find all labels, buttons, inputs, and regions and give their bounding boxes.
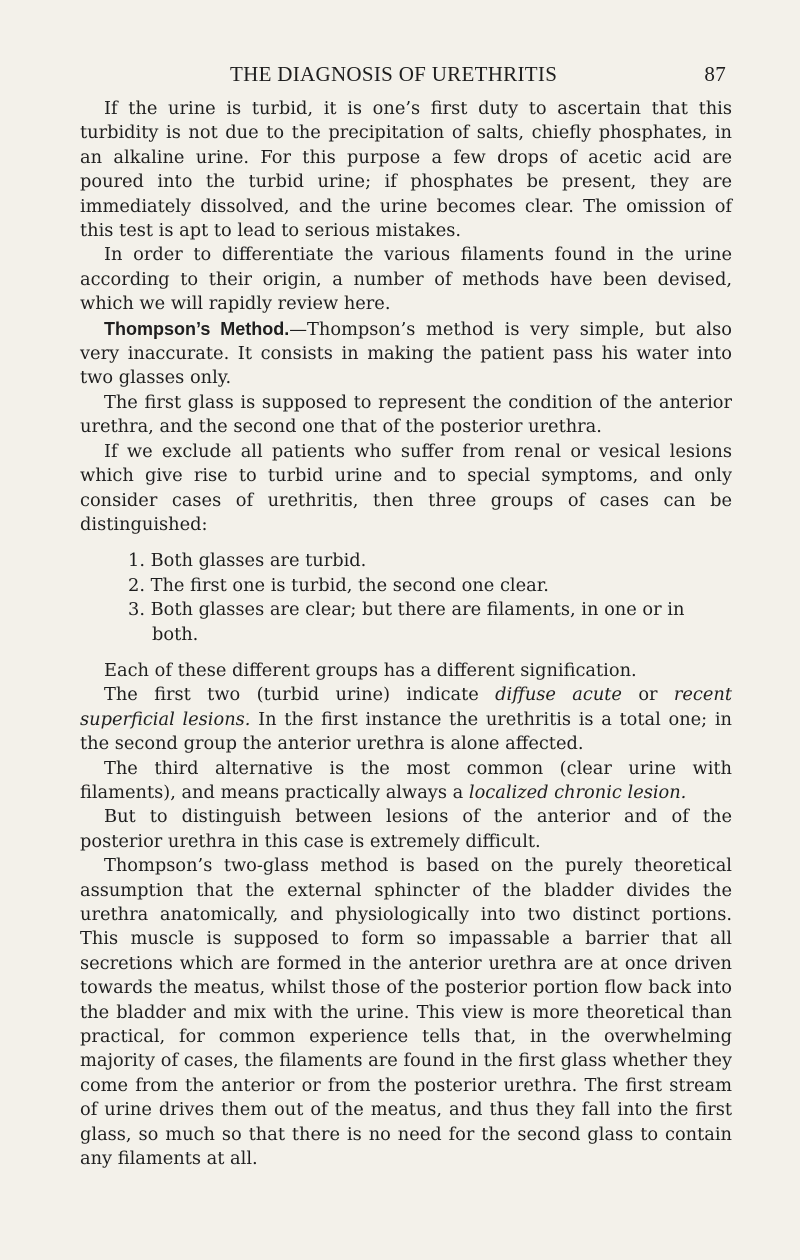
paragraph-turbid-urine: If the urine is turbid, it is one’s first duty to ascertain that this turbidity is not due to the precipitation of salts, chiefly phosphates, in an alkaline urine. For this purpose a few drops of acetic acid are poured into the turbid urine; if phosphates be present, they are immediately dissolved, and the urine becomes clear. The omission of this test is apt to lead to serious mistakes. [80,98,732,242]
text-run: or [621,684,674,706]
paragraph-two-glass: Thompson’s two-glass method is based on the purely theoretical assumption that the external sphincter of the bladder divides the urethra anatomically, and physiologically into two distinct portions. This muscle is supposed to form so impassable a barrier that all secretions which are formed in the anterior urethra are at once driven towards the meatus, whilst those of the posterior portion flow back into the bladder and mix with the urine. This view is more theoretical than practical, for common experience tells that, in the overwhelming majority of cases, the filaments are found in the first glass whether they come from the anterior or from the posterior urethra. The first stream of urine drives them out of the meatus, and thus they fall into the first glass, so much so that there is no need for the second glass to contain any filaments at all. [80,855,732,1170]
paragraph-third-alternative [80,757,732,806]
paragraph-signification: Each of these different groups has a different signification. [104,659,637,681]
running-title: THE DIAGNOSIS OF URETHRITIS [230,62,558,86]
page-number: 87 [704,62,726,86]
emphasis: recent superficial lesions. [80,684,732,730]
text-run: The third alternative is the most common (clear urine with filaments), and means practically always a [80,757,732,803]
paragraph-first-two [80,683,732,756]
section-heading: Thompson’s Method. [104,318,290,339]
list-item: 3. Both glasses are clear; but there are filaments, in one or in both. [128,599,685,645]
body-text [80,97,732,1171]
paragraph-first-glass: The first glass is supposed to represent the condition of the anterior urethra, and the second one that of the posterior urethra. [80,391,732,438]
list-item: 1. Both glasses are turbid. [128,550,367,572]
paragraph-thompson-method [80,317,732,391]
text-run: The first two (turbid urine) indicate [104,684,496,706]
groups-list [80,549,732,647]
emphasis: diffuse acute [495,684,622,706]
emphasis: localized chronic lesion. [468,781,687,803]
list-item: 2. The first one is turbid, the second one clear. [128,574,549,596]
paragraph-exclude: If we exclude all patients who suffer from renal or vesical lesions which give rise to turbid urine and to special symptoms, and only consider cases of urethritis, then three groups of cases can be distinguished: [80,440,732,535]
text-run: In the first instance the urethritis is a total one; in the second group the anterior urethra is alone affected. [80,708,732,755]
paragraph-distinguish: But to distinguish between lesions of the anterior and of the posterior urethra in this case is extremely difficult. [80,806,732,852]
paragraph-methods-intro: In order to differentiate the various filaments found in the urine according to their origin, a number of methods have been devised, which we will rapidly review here. [80,244,732,315]
paragraph-text: —Thompson’s method is very simple, but also very inaccurate. It consists in making the patient pass his water into two glasses only. [80,318,732,389]
